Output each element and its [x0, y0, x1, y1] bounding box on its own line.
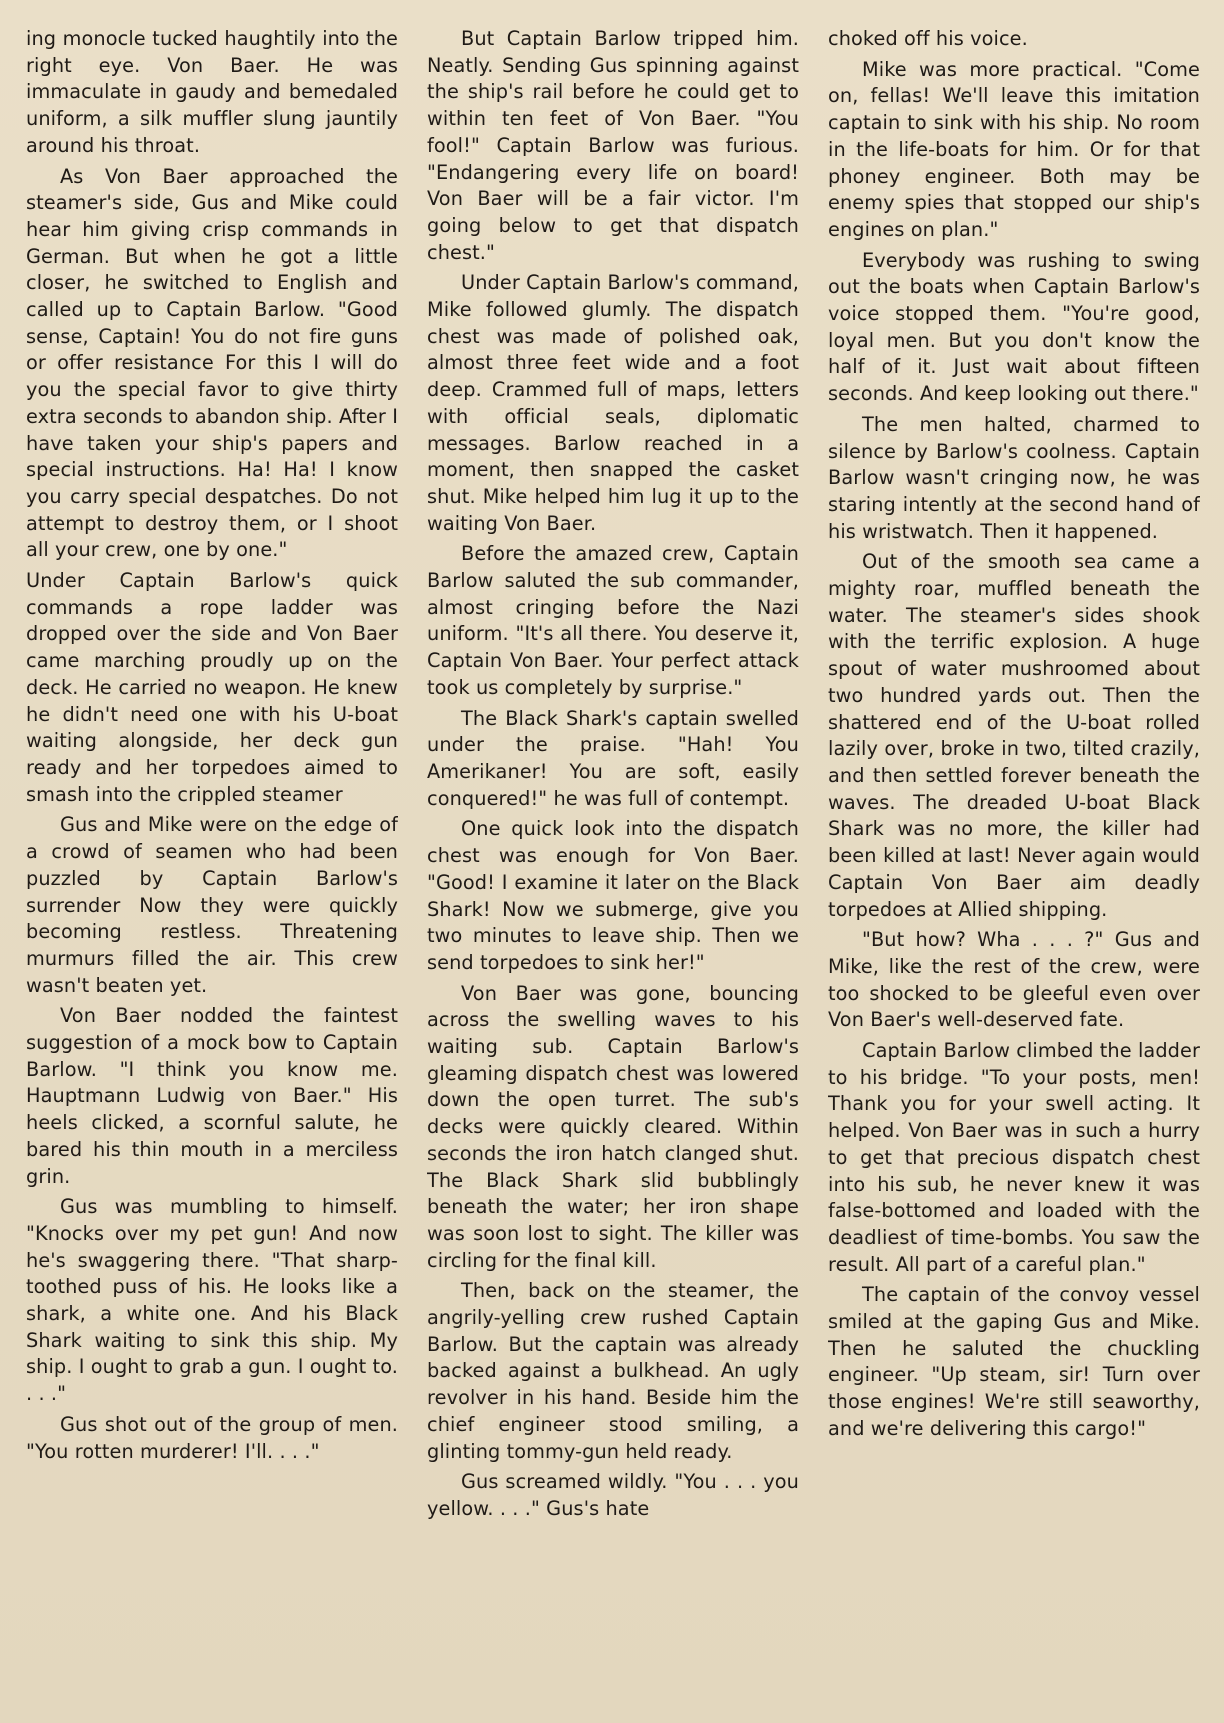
paragraph: Then, back on the steamer, the angrily-yelling crew rushed Captain Barlow. But the captain was already backed against a bulkhead. An ugly revolver in his hand. Beside him the chief engineer stood smiling, a glinting tommy-gun held ready.: [427, 1279, 799, 1463]
paragraph: The men halted, charmed to silence by Barlow's coolness. Captain Barlow wasn't cringing now, he was staring intently at the second hand of his wristwatch. Then it happened.: [828, 412, 1200, 543]
paragraph: Mike was more practical. "Come on, fellas! We'll leave this imitation captain to sink with his ship. No room in the life-boats for him. Or for that phoney engineer. Both may be enemy spies that stopped our ship's engines on plan.": [828, 57, 1200, 241]
paragraph: Under Captain Barlow's quick commands a rope ladder was dropped over the side and Von Baer came marching proudly up on the deck. He carried no weapon. He knew he didn't need one with his U-boat waiting alongside, her deck gun ready and her torpedoes aimed to smash into the crippled steamer: [26, 569, 398, 806]
paragraph: Gus was mumbling to himself. "Knocks over my pet gun! And now he's swaggering there. "That sharp-toothed puss of his. He looks like a shark, a white one. And his Black Shark waiting to sink this ship. My ship. I ought to grab a gun. I ought to. . . .": [26, 1195, 398, 1406]
paragraph: As Von Baer approached the steamer's side, Gus and Mike could hear him giving crisp commands in German. But when he got a little closer, he switched to English and called up to Captain Barlow. "Good sense, Captain! You do not fire guns or offer resistance For this I will do you the special favor to give thirty extra seconds to abandon ship. After I have taken your ship's papers and special instructions. Ha! Ha! I know you carry special despatches. Do not attempt to destroy them, or I shoot all your crew, one by one.": [26, 164, 398, 562]
paragraph: Out of the smooth sea came a mighty roar, muffled beneath the water. The steamer's sides shook with the terrific explosion. A huge spout of water mushroomed about two hundred yards out. Then the shattered end of the U-boat rolled lazily over, broke in two, tilted crazily, and then settled forever beneath the waves. The dreaded U-boat Black Shark was no more, the killer had been killed at last! Never again would Captain Von Baer aim deadly torpedoes at Allied shipping.: [828, 550, 1200, 921]
paragraph: Von Baer was gone, bouncing across the swelling waves to his waiting sub. Captain Barlow's gleaming dispatch chest was lowered down the open turret. The sub's decks were quickly cleared. Within seconds the iron hatch clanged shut. The Black Shark slid bubblingly beneath the water; her iron shape was soon lost to sight. The killer was circling for the final kill.: [427, 981, 799, 1272]
paragraph: Before the amazed crew, Captain Barlow saluted the sub commander, almost cringing before the Nazi uniform. "It's all there. You deserve it, Captain Von Baer. Your perfect attack took us completely by surprise.": [427, 542, 799, 699]
paragraph: One quick look into the dispatch chest was enough for Von Baer. "Good! I examine it later on the Black Shark! Now we submerge, give you two minutes to leave ship. Then we send torpedoes to sink her!": [427, 817, 799, 974]
paragraph: Captain Barlow climbed the ladder to his bridge. "To your posts, men! Thank you for your swell acting. It helped. Von Baer was in such a hurry to get that precious dispatch chest into his sub, he never knew it was false-bottomed and loaded with the deadliest of time-bombs. You saw the result. All part of a careful plan.": [828, 1039, 1200, 1276]
text-columns: [26, 26, 1200, 1716]
paragraph: The Black Shark's captain swelled under the praise. "Hah! You Amerikaner! You are soft, easily conquered!" he was full of contempt.: [427, 706, 799, 810]
paragraph: "But how? Wha . . . ?" Gus and Mike, like the rest of the crew, were too shocked to be gleeful even over Von Baer's well-deserved fate.: [828, 928, 1200, 1032]
paragraph: Everybody was rushing to swing out the boats when Captain Barlow's voice stopped them. "You're good, loyal men. But you don't know the half of it. Just wait about fifteen seconds. And keep looking out there.": [828, 248, 1200, 406]
paragraph: Gus and Mike were on the edge of a crowd of seamen who had been puzzled by Captain Barlow's surrender Now they were quickly becoming restless. Threatening murmurs filled the air. This crew wasn't beaten yet.: [26, 813, 398, 997]
paragraph: The captain of the convoy vessel smiled at the gaping Gus and Mike. Then he saluted the chuckling engineer. "Up steam, sir! Turn over those engines! We're still seaworthy, and we're delivering this cargo!": [828, 1283, 1200, 1440]
paragraph: Von Baer nodded the faintest suggestion of a mock bow to Captain Barlow. "I think you know me. Hauptmann Ludwig von Baer." His heels clicked, a scornful salute, he bared his thin mouth in a merciless grin.: [26, 1004, 398, 1188]
text-column-3: [828, 26, 1200, 1716]
paragraph: ing monocle tucked haughtily into the right eye. Von Baer. He was immaculate in gaudy and bemedaled uniform, a silk muffler slung jauntily around his throat.: [26, 27, 398, 157]
paragraph: But Captain Barlow tripped him. Neatly. Sending Gus spinning against the ship's rail before he could get to within ten feet of Von Baer. "You fool!" Captain Barlow was furious. "Endangering every life on board! Von Baer will be a fair victor. I'm going below to get that dispatch chest.": [427, 27, 799, 264]
paragraph: Gus shot out of the group of men. "You rotten murderer! I'll. . . .": [26, 1412, 398, 1463]
paragraph: Gus screamed wildly. "You . . . you yellow. . . ." Gus's hate: [427, 1470, 799, 1520]
paragraph: choked off his voice.: [828, 27, 1028, 50]
paragraph: Under Captain Barlow's command, Mike followed glumly. The dispatch chest was made of polished oak, almost three feet wide and a foot deep. Crammed full of maps, letters with official seals, diplomatic messages. Barlow reached in a moment, then snapped the casket shut. Mike helped him lug it up to the waiting Von Baer.: [427, 271, 799, 535]
text-column-1: [26, 26, 398, 1716]
text-column-2: [427, 26, 799, 1716]
